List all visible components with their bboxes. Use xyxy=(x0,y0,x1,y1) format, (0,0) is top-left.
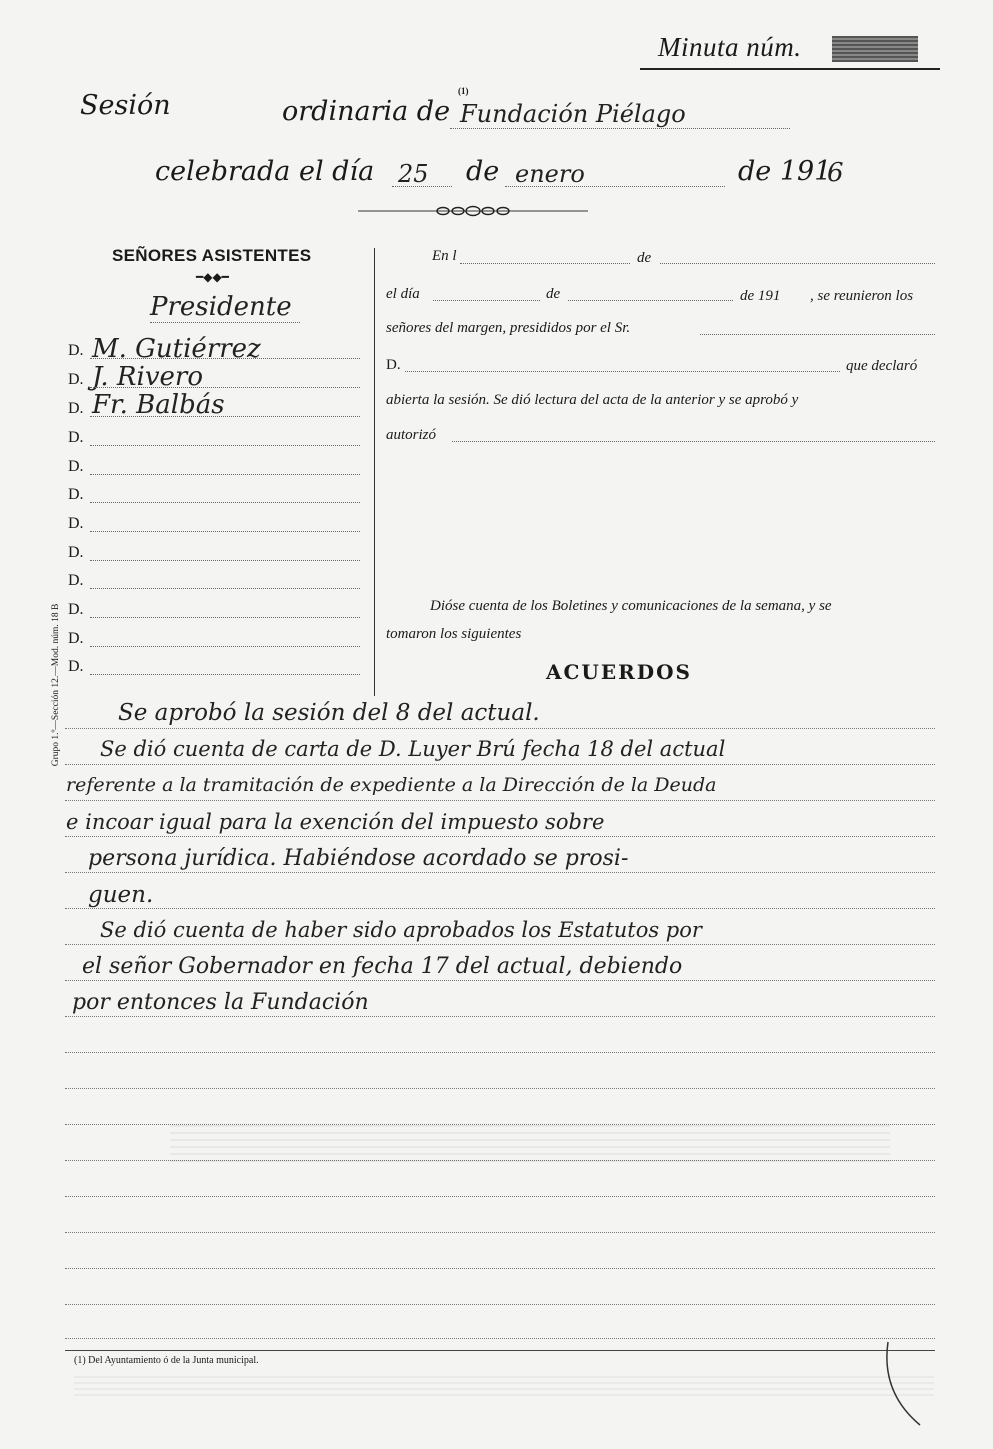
form-en-label: En l xyxy=(432,248,457,264)
ruled-line xyxy=(65,1304,935,1305)
minutes-line: por entonces la Fundación xyxy=(72,990,369,1015)
form-d-label: D. xyxy=(386,357,401,373)
session-name-handwritten: Fundación Piélago xyxy=(460,100,686,128)
form-de2-label: de xyxy=(546,286,561,302)
footnote-divider xyxy=(65,1350,935,1351)
attendee-prefix: D. xyxy=(68,342,84,359)
ruled-line xyxy=(65,1016,935,1017)
ruled-line xyxy=(65,764,935,765)
month-handwritten: enero xyxy=(515,160,585,188)
attendee-line xyxy=(90,416,360,417)
form-senores-label: señores del margen, presididos por el Sr. xyxy=(386,320,631,336)
attendee-line xyxy=(90,588,360,589)
attendee-prefix: D. xyxy=(68,371,84,388)
attendee-role-line xyxy=(150,322,300,323)
attendee-prefix: D. xyxy=(68,515,84,532)
attendee-prefix: D. xyxy=(68,630,84,647)
attendee-line xyxy=(90,560,360,561)
attendee-prefix: D. xyxy=(68,572,84,589)
minutes-line: e incoar igual para la exención del impuesto sobre xyxy=(66,810,605,834)
form-abierta-label: abierta la sesión. Se dió lectura del acta de la anterior y se aprobó y xyxy=(386,392,799,408)
form-line xyxy=(568,300,733,301)
ruled-line xyxy=(65,1088,935,1089)
ruled-line xyxy=(65,944,935,945)
form-line xyxy=(433,300,540,301)
attendee-role-handwritten: Presidente xyxy=(150,292,292,322)
form-model-code xyxy=(46,580,62,800)
form-autorizo-label: autorizó xyxy=(386,427,437,443)
form-diose-label: Dióse cuenta de los Boletines y comunicaciones de la semana, y se xyxy=(430,598,832,614)
attendee-line xyxy=(90,358,360,359)
minutes-line: Se dió cuenta de haber sido aprobados los Estatutos por xyxy=(100,918,702,942)
ruled-line xyxy=(65,1232,935,1233)
sesion-label: Sesión xyxy=(80,90,171,121)
attendee-prefix: D. xyxy=(68,601,84,618)
attendees-heading: SEÑORES ASISTENTES xyxy=(112,246,312,265)
form-model-code-text: Grupo 1.º—Sección 12.—Mod. núm. 18 B xyxy=(51,603,61,767)
attendee-line xyxy=(90,445,360,446)
bleed-through-text xyxy=(170,1122,890,1162)
year-label: de 191 xyxy=(738,156,832,187)
attendee-prefix: D. xyxy=(68,458,84,475)
day-line xyxy=(392,186,452,187)
ornament-divider xyxy=(358,203,588,219)
ruled-line xyxy=(65,836,935,837)
form-line xyxy=(660,263,935,264)
footnote-marker: (1) xyxy=(458,86,469,96)
column-divider xyxy=(374,248,375,696)
minutes-line: el señor Gobernador en fecha 17 del actual, debiendo xyxy=(82,954,683,979)
form-reunieron-label: , se reunieron los xyxy=(810,288,914,304)
year-digit-handwritten: 6 xyxy=(827,158,844,188)
attendee-line xyxy=(90,387,360,388)
month-line xyxy=(505,186,725,187)
form-line xyxy=(460,263,630,264)
ordinaria-label: ordinaria de xyxy=(282,96,451,127)
attendee-line xyxy=(90,531,360,532)
de-label: de xyxy=(466,156,500,187)
celebrada-label: celebrada el día xyxy=(155,156,375,187)
form-tomaron-label: tomaron los siguientes xyxy=(386,626,522,642)
form-de-label: de xyxy=(637,250,652,266)
attendee-line xyxy=(90,646,360,647)
session-name-line xyxy=(450,128,790,129)
ruled-line xyxy=(65,1196,935,1197)
form-line xyxy=(700,334,935,335)
attendee-prefix: D. xyxy=(68,658,84,675)
attendee-prefix: D. xyxy=(68,486,84,503)
minutes-line: referente a la tramitación de expediente a la Dirección de la Deuda xyxy=(66,774,717,796)
acuerdos-heading: ACUERDOS xyxy=(546,660,692,684)
attendee-line xyxy=(90,502,360,503)
ruled-line xyxy=(65,1338,935,1339)
attendee-line xyxy=(90,474,360,475)
minuta-number-redacted xyxy=(832,36,918,62)
footnote-text: (1) Del Ayuntamiento ó de la Junta municipal. xyxy=(74,1355,259,1366)
form-line xyxy=(405,371,840,372)
minutes-line: Se aprobó la sesión del 8 del actual. xyxy=(118,700,540,726)
minutes-line: persona jurídica. Habiéndose acordado se prosi- xyxy=(88,846,629,871)
attendee-name-1: M. Gutiérrez xyxy=(92,334,261,364)
attendee-prefix: D. xyxy=(68,400,84,417)
attendee-name-2: J. Rivero xyxy=(92,362,203,392)
ruled-line xyxy=(65,800,935,801)
attendee-line xyxy=(90,617,360,618)
form-dia-label: el día xyxy=(386,286,420,302)
minuta-number-field xyxy=(640,30,940,70)
ruled-line xyxy=(65,1268,935,1269)
form-line xyxy=(452,441,935,442)
form-year-label: de 191 xyxy=(740,288,781,304)
ruled-line xyxy=(65,872,935,873)
ruled-line xyxy=(65,908,935,909)
ruled-line xyxy=(65,728,935,729)
attendee-prefix: D. xyxy=(68,544,84,561)
minutes-line: guen. xyxy=(88,882,154,908)
minutes-line: Se dió cuenta de carta de D. Luyer Brú fecha 18 del actual xyxy=(100,737,726,761)
ruled-line xyxy=(65,1052,935,1053)
attendees-ornament: ━◆◆━ xyxy=(196,270,229,284)
form-declaro-label: que declaró xyxy=(846,358,918,374)
pencil-mark xyxy=(880,1340,930,1430)
bleed-through-footer xyxy=(74,1372,934,1396)
attendee-name-3: Fr. Balbás xyxy=(92,390,225,420)
day-handwritten: 25 xyxy=(398,160,429,188)
attendee-line xyxy=(90,674,360,675)
minuta-label: Minuta núm. xyxy=(658,32,802,62)
ruled-line xyxy=(65,980,935,981)
attendee-prefix: D. xyxy=(68,429,84,446)
